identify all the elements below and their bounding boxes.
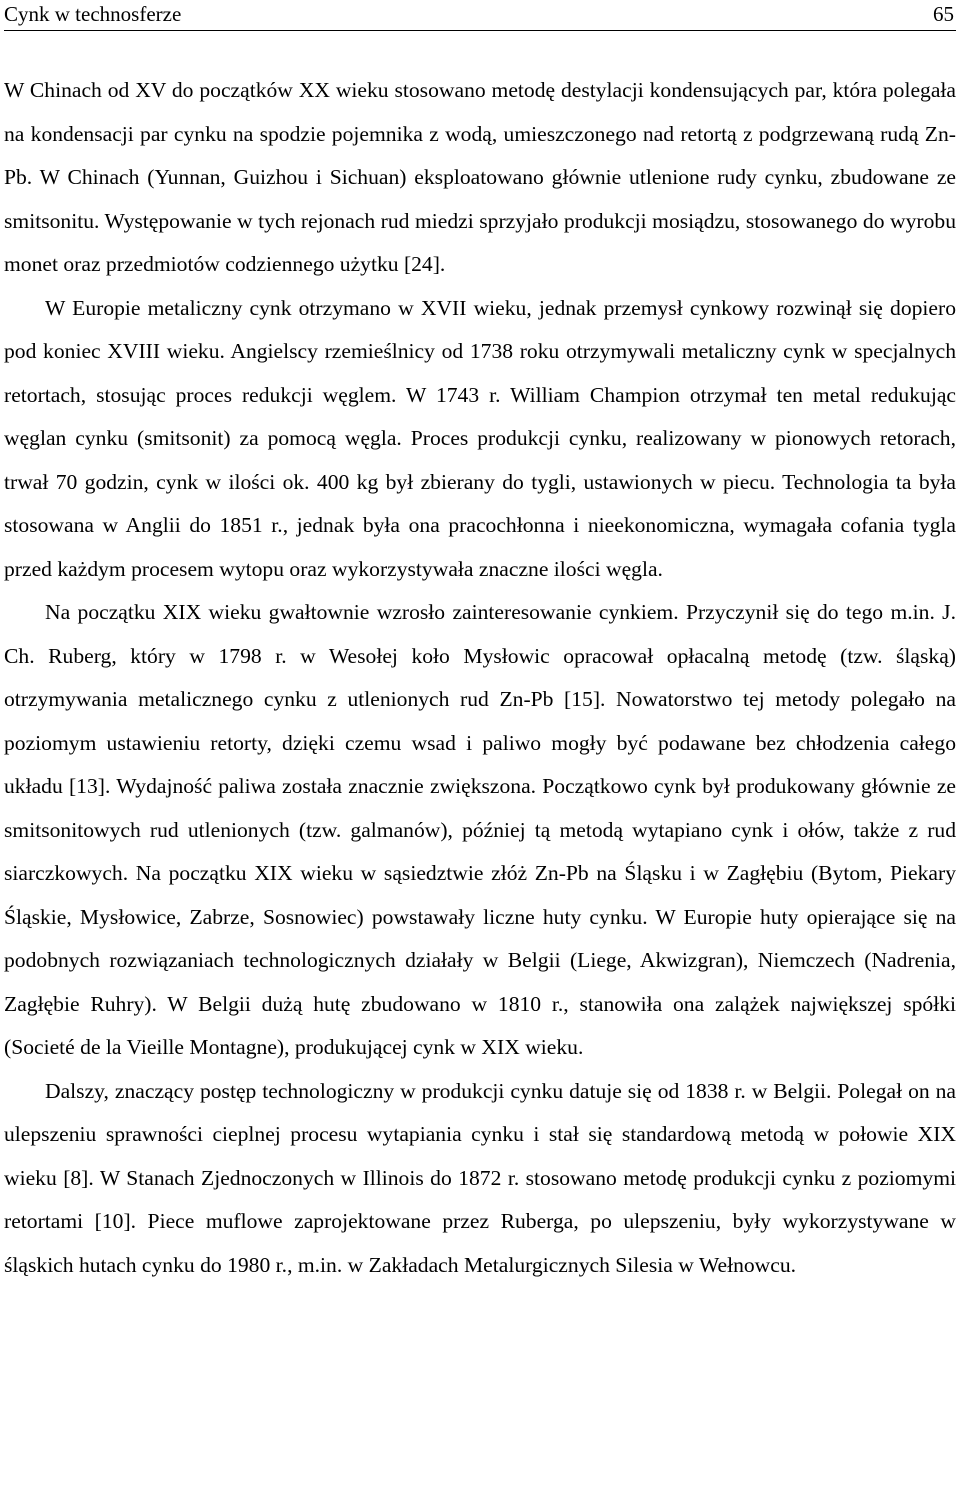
- page-number: 65: [933, 2, 954, 26]
- paragraph-1: W Chinach od XV do początków XX wieku stosowano metodę destylacji kondensujących par, która polegała na kondensacji par cynku na spodzie pojemnika z wodą, umieszczonego nad retortą z podgrzewaną rudą Zn-Pb. W Chinach (Yunnan, Guizhou i Sichuan) eksploatowano głównie utlenione rudy cynku, zbudowane ze smitsonitu. Występowanie w tych rejonach rud miedzi sprzyjało produkcji mosiądzu, stosowanego do wyrobu monet oraz przedmiotów codziennego użytku [24].: [4, 78, 956, 276]
- running-title: Cynk w technosferze: [4, 2, 182, 26]
- paragraph-3: Na początku XIX wieku gwałtownie wzrosło zainteresowanie cynkiem. Przyczynił się do tego m.in. J. Ch. Ruberg, który w 1798 r. w Wesołej koło Mysłowic opracował opłacalną metodę (tzw. śląską) otrzymywania metalicznego cynku z utlenionych rud Zn-Pb [15]. Nowatorstwo tej metody polegało na poziomym ustawieniu retorty, dzięki czemu wsad i paliwo mogły być podawane bez chłodzenia całego układu [13]. Wydajność paliwa została znacznie zwiększona. Początkowo cynk był produkowany głównie ze smitsonitowych rud utlenionych (tzw. galmanów), później tą metodą wytapiano cynk i ołów, także z rud siarczkowych. Na początku XIX wieku w sąsiedztwie złóż Zn-Pb na Śląsku i w Zagłębiu (Bytom, Piekary Śląskie, Mysłowice, Zabrze, Sosnowiec) powstawały liczne huty cynku. W Europie huty opierające się na podobnych rozwiązaniach technologicznych działały w Belgii (Liege, Akwizgran), Niemczech (Nadrenia, Zagłębie Ruhry). W Belgii dużą hutę zbudowano w 1810 r., stanowiła ona zalążek największej spółki (Societé de la Vieille Montagne), produkującej cynk w XIX wieku.: [4, 600, 956, 1059]
- paragraph-4: Dalszy, znaczący postęp technologiczny w produkcji cynku datuje się od 1838 r. w Belgii. Polegał on na ulepszeniu sprawności cieplnej procesu wytapiania cynku i stał się standardową metodą w połowie XIX wieku [8]. W Stanach Zjednoczonych w Illinois do 1872 r. stosowano metodę produkcji cynku z poziomymi retortami [10]. Piece muflowe zaprojektowane przez Ruberga, po ulepszeniu, były wykorzystywane w śląskich hutach cynku do 1980 r., m.in. w Zakładach Metalurgicznych Silesia w Wełnowcu.: [4, 1078, 956, 1277]
- body-text: [4, 69, 956, 1287]
- paragraph-2: W Europie metaliczny cynk otrzymano w XVII wieku, jednak przemysł cynkowy rozwinął się dopiero pod koniec XVIII wieku. Angielscy rzemieślnicy od 1738 roku otrzymywali metaliczny cynk w specjalnych retortach, stosując proces redukcji węglem. W 1743 r. William Champion otrzymał ten metal redukując węglan cynku (smitsonit) za pomocą węgla. Proces produkcji cynku, realizowany w pionowych retorach, trwał 70 godzin, cynk w ilości ok. 400 kg był zbierany do tygli, ustawionych w piecu. Technologia ta była stosowana w Anglii do 1851 r., jednak była ona pracochłonna i nieekonomiczna, wymagała cofania tygla przed każdym procesem wytopu oraz wykorzystywała znaczne ilości węgla.: [4, 295, 956, 581]
- running-header: [4, 0, 956, 31]
